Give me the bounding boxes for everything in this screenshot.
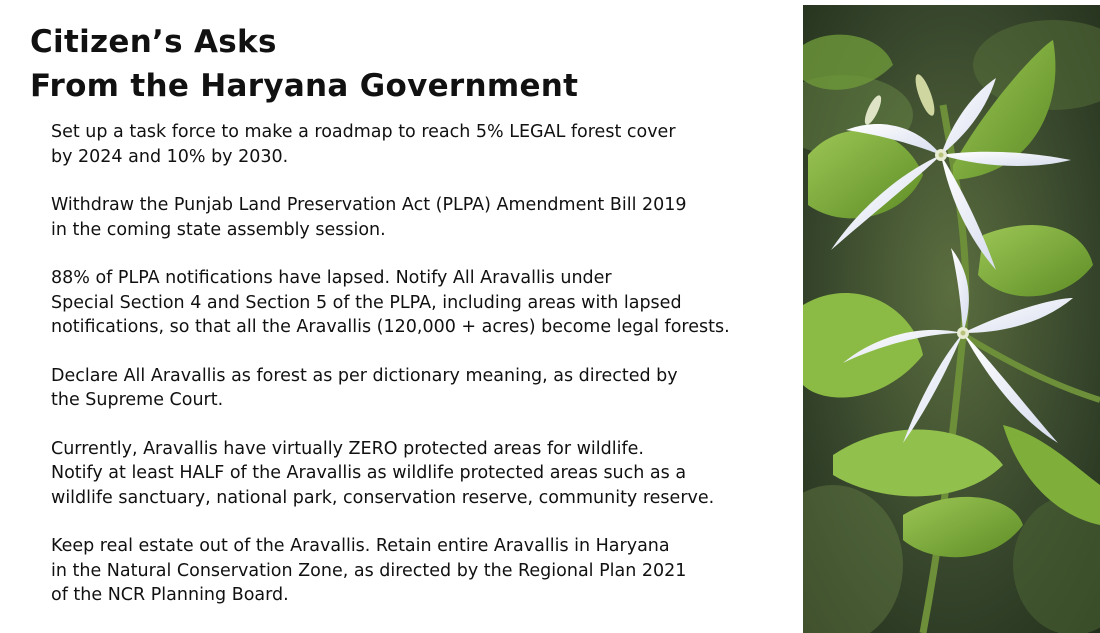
slide-title (30, 20, 578, 108)
ask-line: Withdraw the Punjab Land Preservation Act (PLPA) Amendment Bill 2019 (51, 195, 687, 215)
ask-line: notifications, so that all the Aravallis (120,000 + acres) become legal forests. (51, 317, 730, 337)
ask-line: in the Natural Conservation Zone, as directed by the Regional Plan 2021 (51, 560, 687, 581)
ask-line: Notify at least HALF of the Aravallis as wildlife protected areas such as a (51, 463, 687, 483)
ask-line: the Supreme Court. (51, 390, 224, 410)
ask-line: Set up a task force to make a roadmap to reach 5% LEGAL forest cover (51, 122, 676, 142)
ask-line: 88% of PLPA notifications have lapsed. Notify All Aravallis under (51, 268, 612, 288)
title-line-1: Citizen’s Asks (30, 24, 277, 60)
ask-line: Currently, Aravallis have virtually ZERO protected areas for wildlife. (51, 438, 644, 459)
ask-line: by 2024 and 10% by 2030. (51, 146, 289, 167)
ask-line: in the coming state assembly session. (51, 219, 386, 240)
asks-list (51, 120, 791, 632)
ask-item (51, 437, 791, 511)
ask-item (51, 534, 791, 608)
ask-item (51, 120, 791, 169)
ask-line: Keep real estate out of the Aravallis. Retain entire Aravallis in Haryana (51, 536, 670, 556)
ask-item (51, 193, 791, 242)
white-star-flower-icon (803, 5, 1100, 633)
ask-item (51, 266, 791, 340)
ask-line: wildlife sanctuary, national park, conservation reserve, community reserve. (51, 487, 715, 508)
ask-item (51, 364, 791, 413)
ask-line: Declare All Aravallis as forest as per dictionary meaning, as directed by (51, 365, 678, 386)
ask-line: Special Section 4 and Section 5 of the PLPA, including areas with lapsed (51, 292, 682, 313)
ask-line: of the NCR Planning Board. (51, 585, 289, 605)
flower-photo (803, 5, 1100, 633)
title-line-2: From the Haryana Government (30, 68, 579, 104)
